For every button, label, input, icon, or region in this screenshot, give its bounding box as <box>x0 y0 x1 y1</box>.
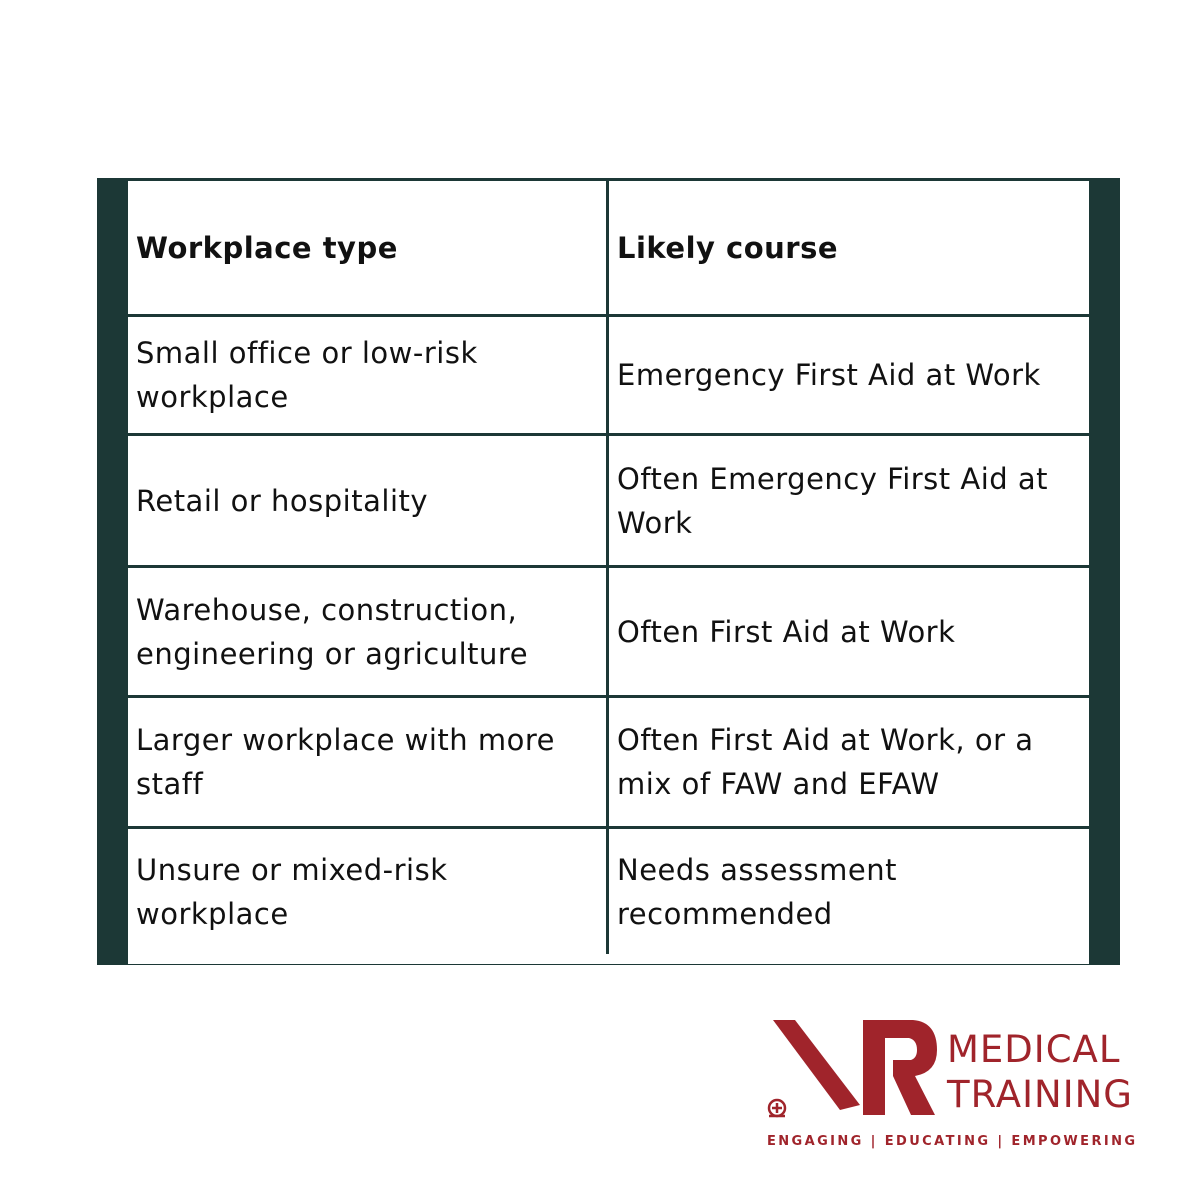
likely-course-cell: Needs assessment recommended <box>608 828 1090 955</box>
workplace-type-cell: Warehouse, construction, engineering or agriculture <box>128 567 608 697</box>
table-row <box>128 316 1089 435</box>
workplace-type-cell: Larger workplace with more staff <box>128 697 608 828</box>
likely-course-cell: Often Emergency First Aid at Work <box>608 435 1090 567</box>
nr-logo-mark <box>765 1010 945 1125</box>
table-row <box>128 828 1089 955</box>
logo-r-bowl <box>885 1020 937 1115</box>
nr-medical-training-logo <box>765 1010 1145 1160</box>
workplace-type-cell: Unsure or mixed-risk workplace <box>128 828 608 955</box>
logo-text-medical: MEDICAL <box>947 1028 1121 1071</box>
likely-course-cell: Often First Aid at Work, or a mix of FAW and EFAW <box>608 697 1090 828</box>
table-row <box>128 435 1089 567</box>
likely-course-cell: Often First Aid at Work <box>608 567 1090 697</box>
table-row <box>128 567 1089 697</box>
table-container <box>128 181 1089 964</box>
medical-plus-icon <box>769 1100 785 1116</box>
workplace-type-cell: Retail or hospitality <box>128 435 608 567</box>
workplace-type-cell: Small office or low-risk workplace <box>128 316 608 435</box>
logo-text-training: TRAINING <box>947 1073 1133 1116</box>
header-workplace-type: Workplace type <box>128 181 608 316</box>
logo-stem <box>863 1020 885 1115</box>
logo-n-diagonal <box>773 1020 860 1110</box>
table-frame <box>97 178 1120 965</box>
table-row <box>128 697 1089 828</box>
logo-tagline: ENGAGING | EDUCATING | EMPOWERING <box>767 1134 1138 1149</box>
likely-course-cell: Emergency First Aid at Work <box>608 316 1090 435</box>
header-likely-course: Likely course <box>608 181 1090 316</box>
course-table <box>128 181 1089 954</box>
table-header-row <box>128 181 1089 316</box>
